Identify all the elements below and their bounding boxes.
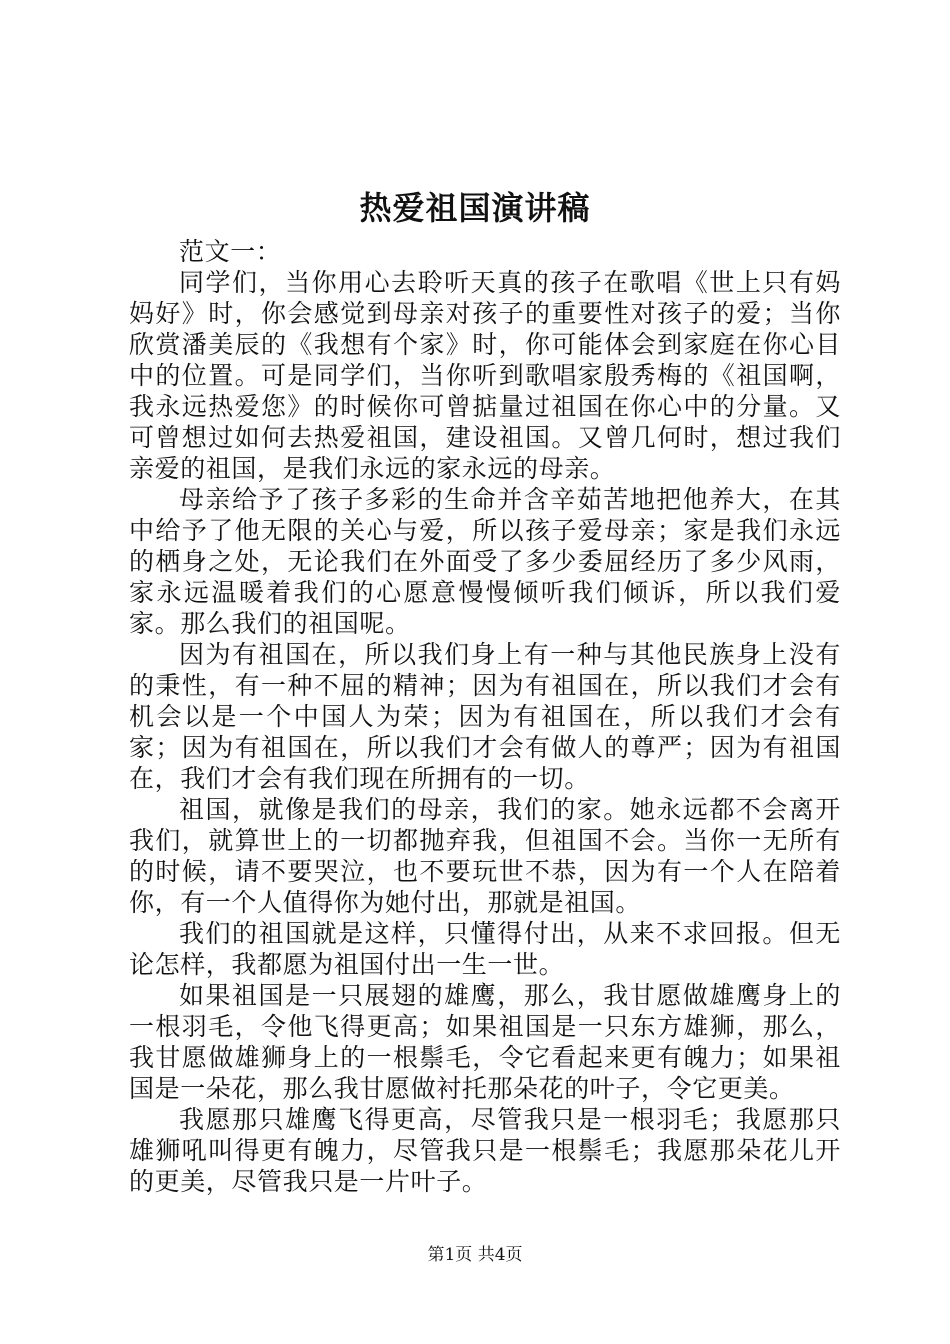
- section-label: 范文一：: [179, 237, 282, 266]
- document-title: 热爱祖国演讲稿: [359, 189, 591, 227]
- paragraph-2: 母亲给予了孩子多彩的生命并含辛茹苦地把他养大，在其中给予了他无限的关心与爱，所以孩子爱母亲；家是我们永远的栖身之处，无论我们在外面受了多少委屈经历了多少风雨，家永远温暖着我们的心愿意慢慢倾听我们倾诉，所以我们爱家。那么我们的祖国呢。: [129, 485, 841, 638]
- paragraph-5: 我们的祖国就是这样，只懂得付出，从来不求回报。但无论怎样，我都愿为祖国付出一生一世。: [129, 919, 841, 979]
- paragraph-1: 同学们，当你用心去聆听天真的孩子在歌唱《世上只有妈妈好》时，你会感觉到母亲对孩子的重要性对孩子的爱；当你欣赏潘美辰的《我想有个家》时，你可能体会到家庭在你心目中的位置。可是同学们，当你听到歌唱家殷秀梅的《祖国啊，我永远热爱您》的时候你可曾掂量过祖国在你心中的分量。又可曾想过如何去热爱祖国，建设祖国。又曾几何时，想过我们亲爱的祖国，是我们永远的家永远的母亲。: [129, 268, 841, 483]
- paragraph-6: 如果祖国是一只展翅的雄鹰，那么，我甘愿做雄鹰身上的一根羽毛，令他飞得更高；如果祖国是一只东方雄狮，那么，我甘愿做雄狮身上的一根鬃毛，令它看起来更有魄力；如果祖国是一朵花，那么我甘愿做衬托那朵花的叶子，令它更美。: [129, 981, 841, 1103]
- document-body: [129, 236, 841, 1197]
- paragraph-7: 我愿那只雄鹰飞得更高，尽管我只是一根羽毛；我愿那只雄狮吼叫得更有魄力，尽管我只是一根鬃毛；我愿那朵花儿开的更美，尽管我只是一片叶子。: [129, 1105, 841, 1196]
- page-footer: 第1页 共4页: [427, 1245, 523, 1265]
- paragraph-3: 因为有祖国在，所以我们身上有一种与其他民族身上没有的秉性，有一种不屈的精神；因为有祖国在，所以我们才会有机会以是一个中国人为荣；因为有祖国在，所以我们才会有家；因为有祖国在，所以我们才会有做人的尊严；因为有祖国在，我们才会有我们现在所拥有的一切。: [129, 640, 841, 793]
- paragraph-4: 祖国，就像是我们的母亲，我们的家。她永远都不会离开我们，就算世上的一切都抛弃我，但祖国不会。当你一无所有的时候，请不要哭泣，也不要玩世不恭，因为有一个人在陪着你，有一个人值得你为她付出，那就是祖国。: [129, 795, 841, 917]
